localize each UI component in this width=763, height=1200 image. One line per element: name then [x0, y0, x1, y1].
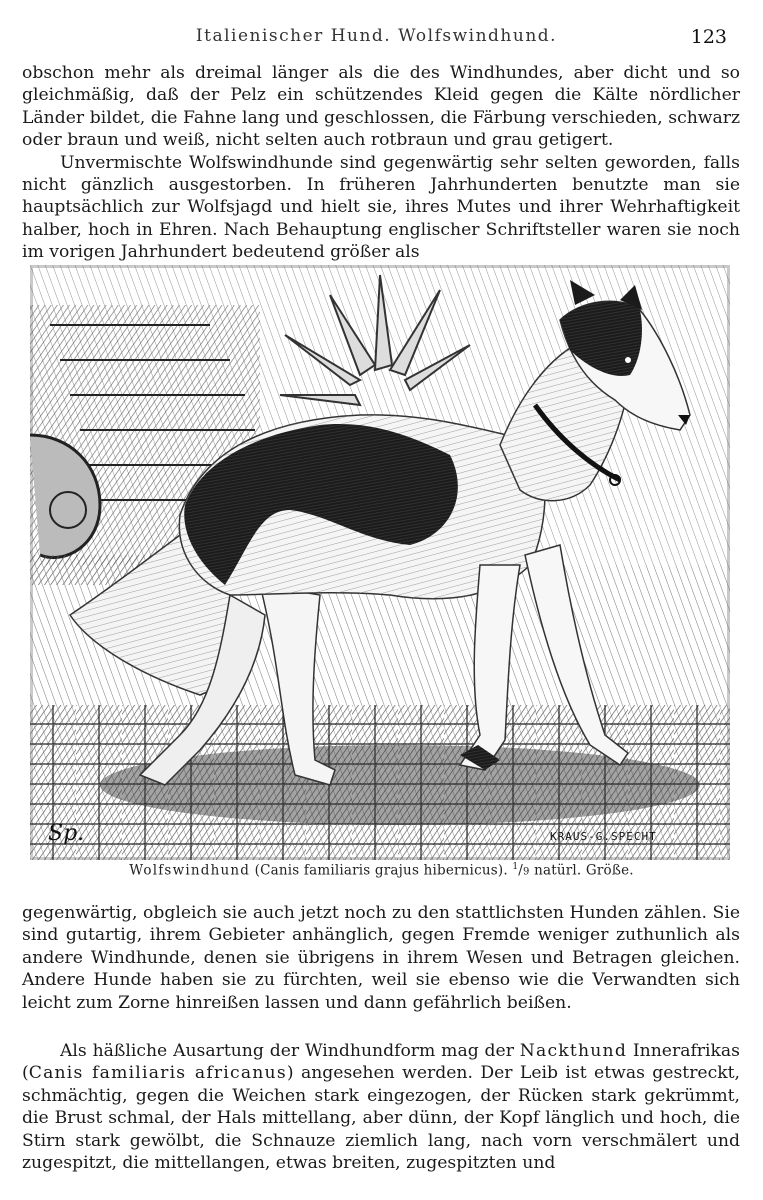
paragraph-continuation: obschon mehr als dreimal länger als die des Windhundes, aber dicht und so gleichmäßig, daß der Pelz ein schützendes Kleid gegen die Kälte nördlicher Länder bildet, die Fahne lang und geschlossen, die Färbung verschieden, schwarz oder braun und weiß, nicht selten auch rotbraun und grau getigert. — [22, 63, 740, 151]
page-number: 123 — [690, 26, 727, 48]
monogram: Sp. — [48, 821, 85, 846]
caption-name: Wolfswindhund — [129, 862, 251, 879]
body-text-middle — [22, 902, 740, 1014]
paragraph-temperament: gegenwärtig, obgleich sie auch jetzt noch zu den stattlichsten Hunden zählen. Sie sind gutartig, ihrem Gebieter anhänglich, gegen Fremde weniger zuthunlich als andere Windhunde, denen sie übrigens in ihrem Wesen und Betragen gleichen. Andere Hunde haben sie zu fürchten, weil sie ebenso wie die Verwandten sich leicht zum Zorne hinreißen lassen und dann gefährlich beißen. — [22, 903, 740, 1013]
body-text-bottom — [22, 1040, 740, 1174]
running-title: Italienischer Hund. Wolfswindhund. — [195, 26, 558, 46]
paragraph-nackthund — [22, 1040, 740, 1174]
caption-latin: (Canis familiaris grajus hibernicus). — [254, 862, 508, 879]
nackthund-intro: Als häßliche Ausartung der Windhundform mag der — [60, 1041, 514, 1061]
engraving-wolfhound — [30, 265, 730, 860]
nackthund-description: ) angesehen werden. Der Leib ist etwas gestreckt, schmächtig, gegen die Weichen stark eingezogen, der Rücken stark gekrümmt, die Brust schmal, der Hals mittellang, aber dünn, der Kopf länglich und hoch, die Stirn stark gewölbt, die Schnauze ziemlich lang, nach vorn verschmälert und zugespitzt, die mittellangen, etwas breiten, zugespitzten und — [22, 1063, 740, 1174]
caption-scale-text: natürl. Größe. — [534, 862, 634, 879]
nackthund-latin: Canis familiaris africanus — [28, 1063, 287, 1084]
caption-scale-numerator: 1 — [512, 862, 519, 872]
nackthund-name: Nackthund — [519, 1041, 628, 1061]
engraver-signature: KRAUS-G.SPECHT — [550, 830, 657, 843]
figure-caption: Wolfswindhund (Canis familiaris grajus hibernicus). $^1$/9 natürl. Größe. — [129, 862, 634, 879]
paragraph-wolfswindhunde: Unvermischte Wolfswindhunde sind gegenwärtig sehr selten geworden, falls nicht gänzlich ausgestorben. In früheren Jahrhunderten benutzte man sie hauptsächlich zur Wolfsjagd und hielt sie, ihres Mutes und ihrer Wehrhaftigkeit halber, hoch in Ehren. Nach Behauptung englischer Schriftsteller waren sie noch im vorigen Jahrhundert bedeutend größer als — [22, 152, 740, 263]
running-head — [26, 22, 727, 52]
caption-scale-denominator: 9 — [523, 866, 530, 878]
body-text-top — [22, 62, 740, 264]
nackthund-region: Innerafrikas ( — [22, 1041, 740, 1084]
